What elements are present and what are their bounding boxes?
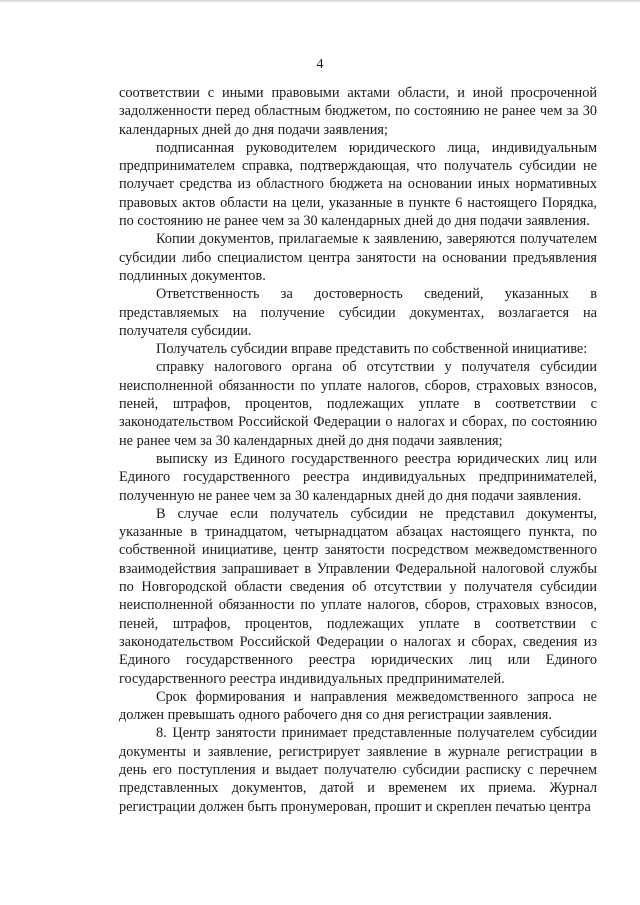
document-body xyxy=(119,84,597,816)
paragraph-4: Ответственность за достоверность сведений, указанных в представляемых на получение субсидии документах, возлагается на получателя субсидии. xyxy=(119,286,597,339)
paragraph-2: подписанная руководителем юридического лица, индивидуальным предпринимателем справка, подтверждающая, что получатель субсидии не получает средства из областного бюджета на основании иных нормативных правовых актов области на цели, указанные в пункте 6 настоящего Порядка, по состоянию не ранее чем за 30 календарных дней до дня подачи заявления. xyxy=(119,139,597,230)
paragraph-6: справку налогового органа об отсутствии у получателя субсидии неисполненной обязанности по уплате налогов, сборов, страховых взносов, пеней, штрафов, процентов, подлежащих уплате в соответствии с законодательством Российской Федерации о налогах и сборах, по состоянию не ранее чем за 30 календарных дней до дня подачи заявления; xyxy=(119,359,597,449)
paragraph-9: Срок формирования и направления межведомственного запроса не должен превышать одного рабочего дня со дня регистрации заявления. xyxy=(119,688,597,724)
paragraph-1: соответствии с иными правовыми актами области, и иной просроченной задолженности перед областным бюджетом, по состоянию не ранее чем за 30 календарных дней до дня подачи заявления; xyxy=(119,85,597,138)
scan-edge xyxy=(0,0,640,3)
paragraph-10: 8. Центр занятости принимает представленные получателем субсидии документы и заявление, регистрирует заявление в журнале регистрации в день его поступления и выдает получателю субсидии расписку с перечнем представленных документов, датой и временем их приема. Журнал регистрации должен быть пронумерован, прошит и скреплен печатью центра xyxy=(119,725,597,815)
paragraph-7: выписку из Единого государственного реестра юридических лиц или Единого государственного реестра индивидуальных предпринимателей, полученную не ранее чем за 30 календарных дней до дня подачи заявления. xyxy=(119,450,597,504)
page-number: 4 xyxy=(316,57,324,72)
paragraph-5: Получатель субсидии вправе представить по собственной инициативе: xyxy=(156,341,588,358)
paragraph-8: В случае если получатель субсидии не представил документы, указанные в тринадцатом, четырнадцатом абзацах настоящего пункта, по собственной инициативе, центр занятости посредством межведомственного взаимодействия запрашивает в Управлении Федеральной налоговой службы по Новгородской области сведения об отсутствии у получателя субсидии неисполненной обязанности по уплате налогов, сборов, страховых взносов, пеней, штрафов, процентов, подлежащих уплате в соответствии с законодательством Российской Федерации о налогах и сборах, сведения из Единого государственного реестра юридических лиц или Единого государственного реестра индивидуальных предпринимателей. xyxy=(119,505,597,687)
paragraph-3: Копии документов, прилагаемые к заявлению, заверяются получателем субсидии либо специалистом центра занятости на основании предъявления подлинных документов. xyxy=(119,231,597,284)
